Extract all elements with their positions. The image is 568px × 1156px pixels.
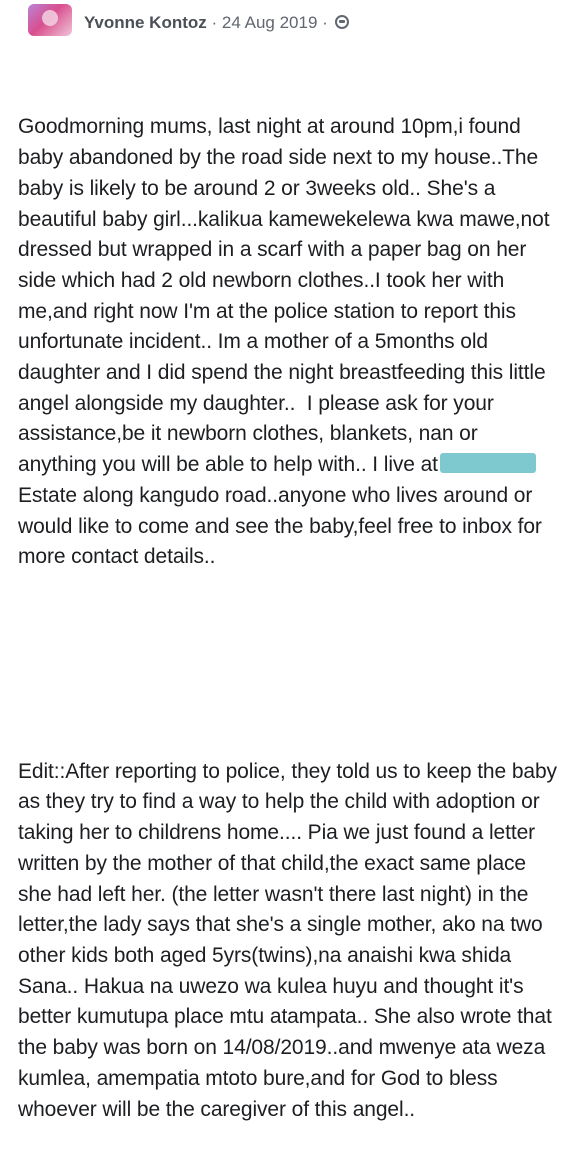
separator: · — [211, 13, 218, 32]
post-date[interactable]: 24 Aug 2019 — [221, 13, 318, 32]
post-text: Goodmorning mums, last night at around 10pm,i found baby abandoned by the road side next to my house..The baby is likely to be around 2 or 3weeks old.. She's a beautiful baby girl...kalikua kamewekelewa kwa mawe,not dressed but wrapped in a scarf with a paper bag on her side which had 2 old newborn clothes..I took her with me,and right now I'm at the police station to report this unfortunate incident.. Im a mother of a 5months old daughter and I did spend the night breastfeeding this little angel alongside my daughter.. I please ask for your assistance,be it newborn clothes, blankets, nan or anything you will be able to help with.. I live at — [18, 115, 556, 477]
paragraph-gap — [18, 634, 558, 695]
globe-icon[interactable] — [335, 15, 349, 29]
post-header — [0, 0, 568, 46]
post-paragraph — [18, 757, 563, 1125]
post-paragraph — [18, 112, 558, 573]
post-meta-line — [84, 12, 349, 34]
avatar[interactable] — [28, 4, 72, 36]
post-text: Edit::After reporting to police, they told us to keep the baby as they try to find a way to help the child with adoption or taking her to childrens home.... Pia we just found a letter written by the mother of that child,the exact same place she had left her. (the letter wasn't there last night) in the letter,the lady says that she's a single mother, ako na two other kids both aged 5yrs(twins),na anaishi kwa shida Sana.. Hakua na uwezo wa kulea huyu and thought it's better kumutupa place mtu atampata.. She also wrote that the baby was born on 14/08/2019..and mwenye ata weza kumlea, amempatia mtoto bure,and for God to bless whoever will be the caregiver of this angel.. — [18, 759, 563, 1121]
author-name[interactable]: Yvonne Kontoz — [84, 13, 207, 32]
redacted-block — [440, 453, 536, 473]
separator: · — [322, 13, 328, 32]
post-text: Estate along kangudo road..anyone who lives around or would like to come and see the baby,feel free to inbox for more contact details.. — [18, 483, 548, 569]
post-body — [18, 51, 563, 1156]
